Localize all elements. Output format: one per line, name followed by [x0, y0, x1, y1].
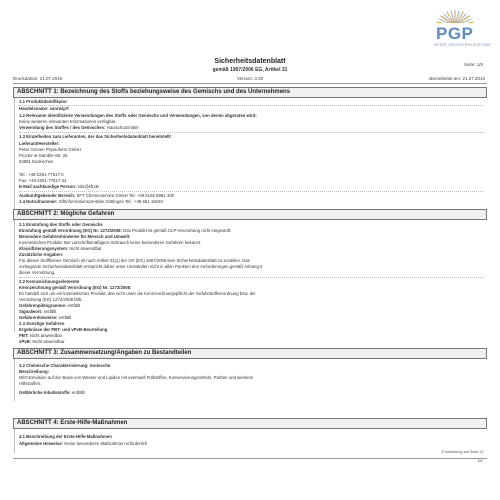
section-3-header — [13, 348, 487, 359]
revised-date: überarbeitet am: 21.07.2016 — [428, 76, 485, 81]
s2-labelling-reg: Kennzeichnung gemäß Verordnung (EG) Nr. 1272/2008: — [19, 285, 132, 290]
s1-supplier-details: 1.3 Einzelheiten zum Lieferanten, der das Sicherheitsdatenblatt bereitstellt — [19, 134, 171, 139]
s2-additional: Zusätzliche Angaben: — [19, 252, 64, 257]
s1-uses: 1.2 Relevante identifizierte Verwendungen des Stoffs oder Gemischs und Verwendungen, von denen abgeraten wird: — [19, 113, 257, 118]
s2-pbt-results: Ergebnisse der PBT- und vPvB-Beurteilung — [19, 327, 108, 332]
s1-supplier-label: Lieferant/Hersteller: — [19, 141, 60, 146]
footer-rule — [13, 458, 487, 459]
s2-clp: Einstufung gemäß Verordnung (EG) Nr. 1272/2008: Das Produkt ist gemäß CLP-Verordnung nicht eingestuft. — [19, 228, 232, 233]
s2-other-hazards: 2.3 Sonstige Gefahren — [19, 321, 65, 326]
s2-additional-text-3: dieser Verordnung. — [19, 270, 56, 275]
s4-first-aid: 4.1 Beschreibung der Erste-Hilfe-Maßnahmen — [19, 434, 112, 439]
s2-labelling-text-1: Es handelt sich um ein kosmetisches Produkt, das nicht unter die Kennzeichnungspflicht der Gefahrstoffverordnung bzw. der — [19, 291, 256, 296]
s4-general-notes: Allgemeine Hinweise: Keine besonderen Maßnahmen erforderlich — [19, 441, 148, 446]
section-3-margin — [14, 359, 15, 401]
s1-phone: Tel.: +49-2251-77617-0 — [19, 172, 64, 177]
print-date: Druckdatum: 21.07.2016 — [13, 76, 63, 81]
s2-signal-word: Signalwort: entfällt — [19, 309, 57, 314]
s1-city: 53881 Euskirchen — [19, 159, 54, 164]
s1-company: Peter Greven Physioform GmbH — [19, 147, 81, 152]
s2-additional-text-1: Für dieses Stoffl/eines Gemisch ist nach Artikel 31(1) der VO (EG) 1907/2006 kein Sicherheitsdatenblatt zu erstellen. Das — [19, 258, 250, 263]
s2-hazard-statements: Gefahrenhinweise: entfällt — [19, 315, 72, 320]
section-3-title: ABSCHNITT 3: Zusammensetzung/Angaben zu Bestandteilen — [17, 350, 192, 356]
logo-subtitle: PETER GREVEN PHYSIOFORM — [434, 43, 491, 47]
s2-labelling: 2.2 Kennzeichnungselemente — [19, 279, 80, 284]
s2-pbt: PBT: Nicht anwendbar — [19, 333, 63, 338]
s1-info-area: Auskunftgebender Bereich: KFT Chemieservice GmbH Tel. +49 6155 8981 400 — [19, 193, 174, 198]
s2-labelling-text-2: Verordnung (EG) 1272/2008 fällt. — [19, 297, 83, 302]
s3-description-label: Beschreibung: — [19, 369, 50, 374]
section-2-header — [13, 209, 487, 220]
version: Version: 3.00 — [236, 76, 264, 81]
s1-street: Procter-&-Gamble-Str. 26 — [19, 153, 68, 158]
s2-class-system: Klassifizierungssystem: Nicht anwendbar — [19, 246, 102, 251]
s2-pictograms: Gefahrenpiktogramme: entfällt — [19, 303, 81, 308]
section-4-header — [13, 418, 487, 429]
s1-fax: Fax: +49-2251-77617-44 — [19, 178, 67, 183]
page-number: Seite: 1/6 — [463, 62, 483, 67]
section-4-margin — [14, 429, 15, 453]
divider — [19, 277, 483, 278]
divider — [19, 105, 483, 106]
section-2-margin — [14, 220, 15, 332]
document-title: Sicherheitsdatenblatt — [214, 58, 286, 65]
section-1-title: ABSCHNITT 1: Bezeichnung des Stoffs beziehungsweise des Gemischs und des Unternehmens — [17, 89, 291, 95]
header-rule — [13, 83, 487, 84]
continued-note: (Fortsetzung auf Seite 2) — [441, 450, 483, 454]
logo-wordmark: PGP — [436, 24, 474, 43]
section-4-title: ABSCHNITT 4: Erste-Hilfe-Maßnahmen — [17, 420, 128, 426]
s2-additional-text-2: vorliegende Sicherheitsdatenblatt entspricht daher unter Umständen nicht in allen Punkten den Anforderungen gemäß Anhang II — [19, 264, 263, 269]
divider — [19, 132, 483, 133]
s2-vpvb: vPvB: Nicht anwendbar — [19, 339, 65, 344]
s2-hazards-label: Besondere Gefahrenhinweise für Mensch und Umwelt: — [19, 234, 131, 239]
divider — [19, 191, 483, 192]
s1-no-info: Keine weiteren relevanten Informationen verfügbar. — [19, 119, 117, 124]
s2-classification: 2.1 Einstufung des Stoffs oder Gemischs — [19, 222, 103, 227]
s3-description-2: Hilfsstoffen. — [19, 381, 42, 386]
section-1-header — [13, 87, 487, 98]
section-2-title: ABSCHNITT 2: Mögliche Gefahren — [17, 211, 115, 217]
document-subtitle: gemäß 1907/2006 EG, Artikel 31 — [212, 67, 288, 73]
s1-usage: Verwendung des Stoffes / des Gemisches: Hautschutzmittel — [19, 125, 139, 130]
s3-ingredients: Gefährliche Inhaltsstoffe: entfällt — [19, 390, 85, 395]
s1-product-identifier: 1.1 Produktidentifikator — [19, 99, 67, 104]
s1-emergency: 1.4 Notrufnummer: Giftinformationszentrale Göttingen Tel.: +49 551 19240 — [19, 199, 163, 204]
s3-description-1: W/O-Emulsion auf der Basis von Wasser und Lipiden mit eventuell Füllstoffen, Konservierungsmitteln, Parfüm und weiteren — [19, 375, 254, 380]
s1-trade-name: Handelsname: sanrwip® — [19, 106, 69, 111]
s3-characterisation: 3.2 Chemische Charakterisierung: Gemische — [19, 363, 111, 368]
s1-email: E-Mail sachkundige Person: sds@kft.de — [19, 184, 100, 189]
s2-hazards-text: Kosmetisches Produkt. Bei vorschriftsmäßigem Gebrauch keine besonderen Gefahren bekannt. — [19, 240, 202, 245]
footer-code: DE — [477, 459, 483, 463]
